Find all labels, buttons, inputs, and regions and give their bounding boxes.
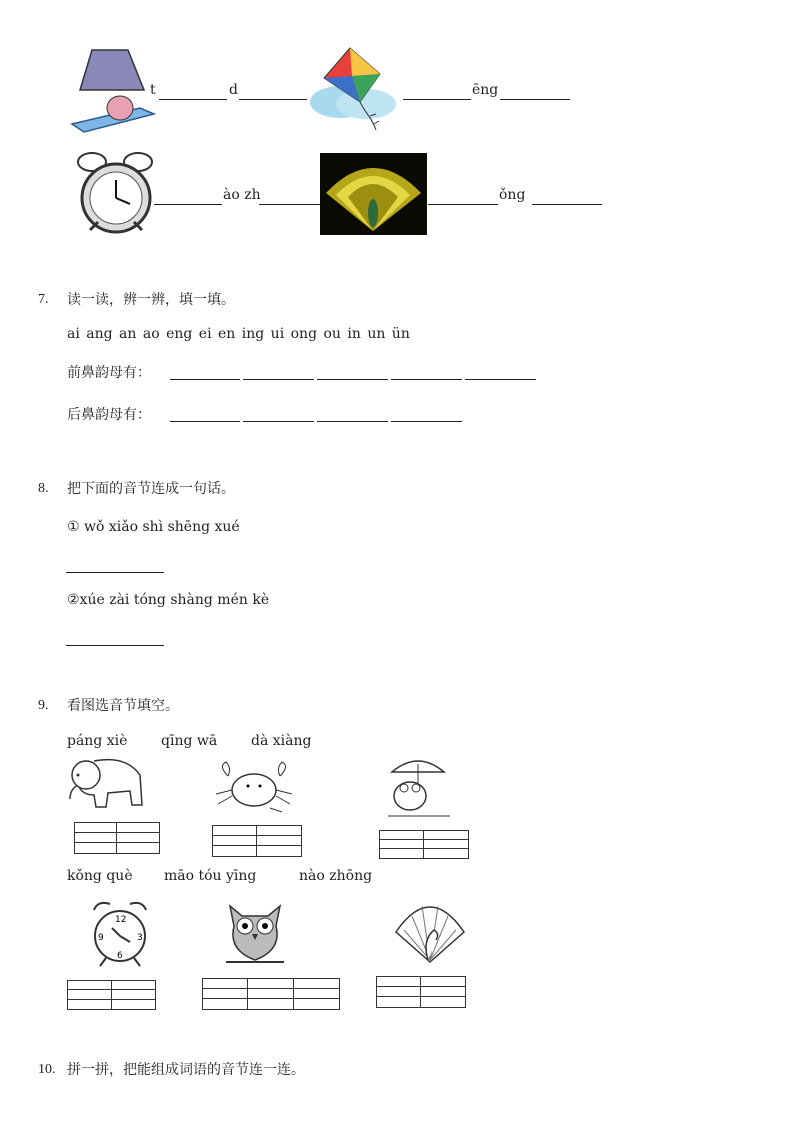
word-option: nào zhōng: [299, 868, 373, 884]
pinyin-writing-grid[interactable]: [67, 980, 156, 1010]
owl-image: [220, 896, 290, 968]
question-number: 8.: [38, 481, 49, 496]
answer-blank[interactable]: [391, 421, 462, 422]
clock-syllable-mid: ào zh: [223, 187, 261, 203]
question-title: 读一读，辨一辨，填一填。: [67, 292, 235, 308]
lamp-syllable-mid: d: [229, 82, 238, 98]
answer-blank[interactable]: [391, 379, 462, 380]
pinyin-writing-grid[interactable]: [212, 825, 302, 857]
lamp-image: [70, 46, 156, 136]
answer-blank[interactable]: [239, 99, 307, 100]
sentence-syllables-1: ① wǒ xiǎo shì shēng xué: [67, 519, 240, 535]
peacock-syllable-mid: ǒng: [499, 187, 526, 203]
pinyin-writing-grid[interactable]: [202, 978, 340, 1010]
answer-blank[interactable]: [465, 379, 536, 380]
answer-blank[interactable]: [66, 645, 164, 646]
answer-blank[interactable]: [154, 204, 222, 205]
crab-image: [210, 760, 296, 816]
pinyin-writing-grid[interactable]: [376, 976, 466, 1008]
question-title: 拼一拼，把能组成词语的音节连一连。: [67, 1062, 305, 1078]
answer-blank[interactable]: [66, 572, 164, 573]
word-option: páng xiè: [67, 733, 128, 749]
lamp-syllable-start: t: [150, 82, 156, 98]
answer-blank[interactable]: [159, 99, 227, 100]
pinyin-writing-grid[interactable]: [74, 822, 160, 854]
answer-blank[interactable]: [170, 421, 240, 422]
kite-image: [306, 44, 402, 140]
frog-image: [384, 756, 454, 820]
back-nasal-label: 后鼻韵母有：: [67, 407, 151, 423]
alarm-clock-drawing: [84, 898, 156, 970]
answer-blank[interactable]: [317, 379, 388, 380]
word-option: kǒng què: [67, 868, 133, 884]
peacock-drawing: [392, 896, 468, 966]
question-number: 7.: [38, 292, 49, 307]
kite-syllable-mid: ēng: [472, 82, 499, 98]
answer-blank[interactable]: [243, 379, 314, 380]
answer-blank[interactable]: [500, 99, 570, 100]
sentence-syllables-2: ②xúe zài tóng shàng mén kè: [67, 592, 270, 608]
question-number: 9.: [38, 698, 49, 713]
question-number: 10.: [38, 1062, 56, 1077]
elephant-image: [64, 755, 148, 813]
svg-text:9: 9: [98, 933, 104, 943]
word-option: dà xiàng: [251, 733, 312, 749]
svg-text:6: 6: [117, 951, 123, 961]
word-option: māo tóu yīng: [164, 868, 257, 884]
answer-blank[interactable]: [170, 379, 240, 380]
word-option: qīng wā: [161, 733, 218, 749]
peacock-image: [320, 153, 427, 235]
svg-text:12: 12: [115, 915, 127, 925]
answer-blank[interactable]: [259, 204, 323, 205]
answer-blank[interactable]: [403, 99, 471, 100]
question-title: 把下面的音节连成一句话。: [67, 481, 235, 497]
answer-blank[interactable]: [243, 421, 314, 422]
answer-blank[interactable]: [532, 204, 602, 205]
svg-text:3: 3: [137, 933, 143, 943]
answer-blank[interactable]: [317, 421, 388, 422]
question-title: 看图选音节填空。: [67, 698, 179, 714]
finals-list: ai ang an ao eng ei en ing ui ong ou in un ün: [67, 326, 410, 342]
answer-blank[interactable]: [428, 204, 498, 205]
pinyin-writing-grid[interactable]: [379, 830, 469, 859]
alarm-clock-image: [76, 150, 156, 238]
front-nasal-label: 前鼻韵母有：: [67, 365, 151, 381]
